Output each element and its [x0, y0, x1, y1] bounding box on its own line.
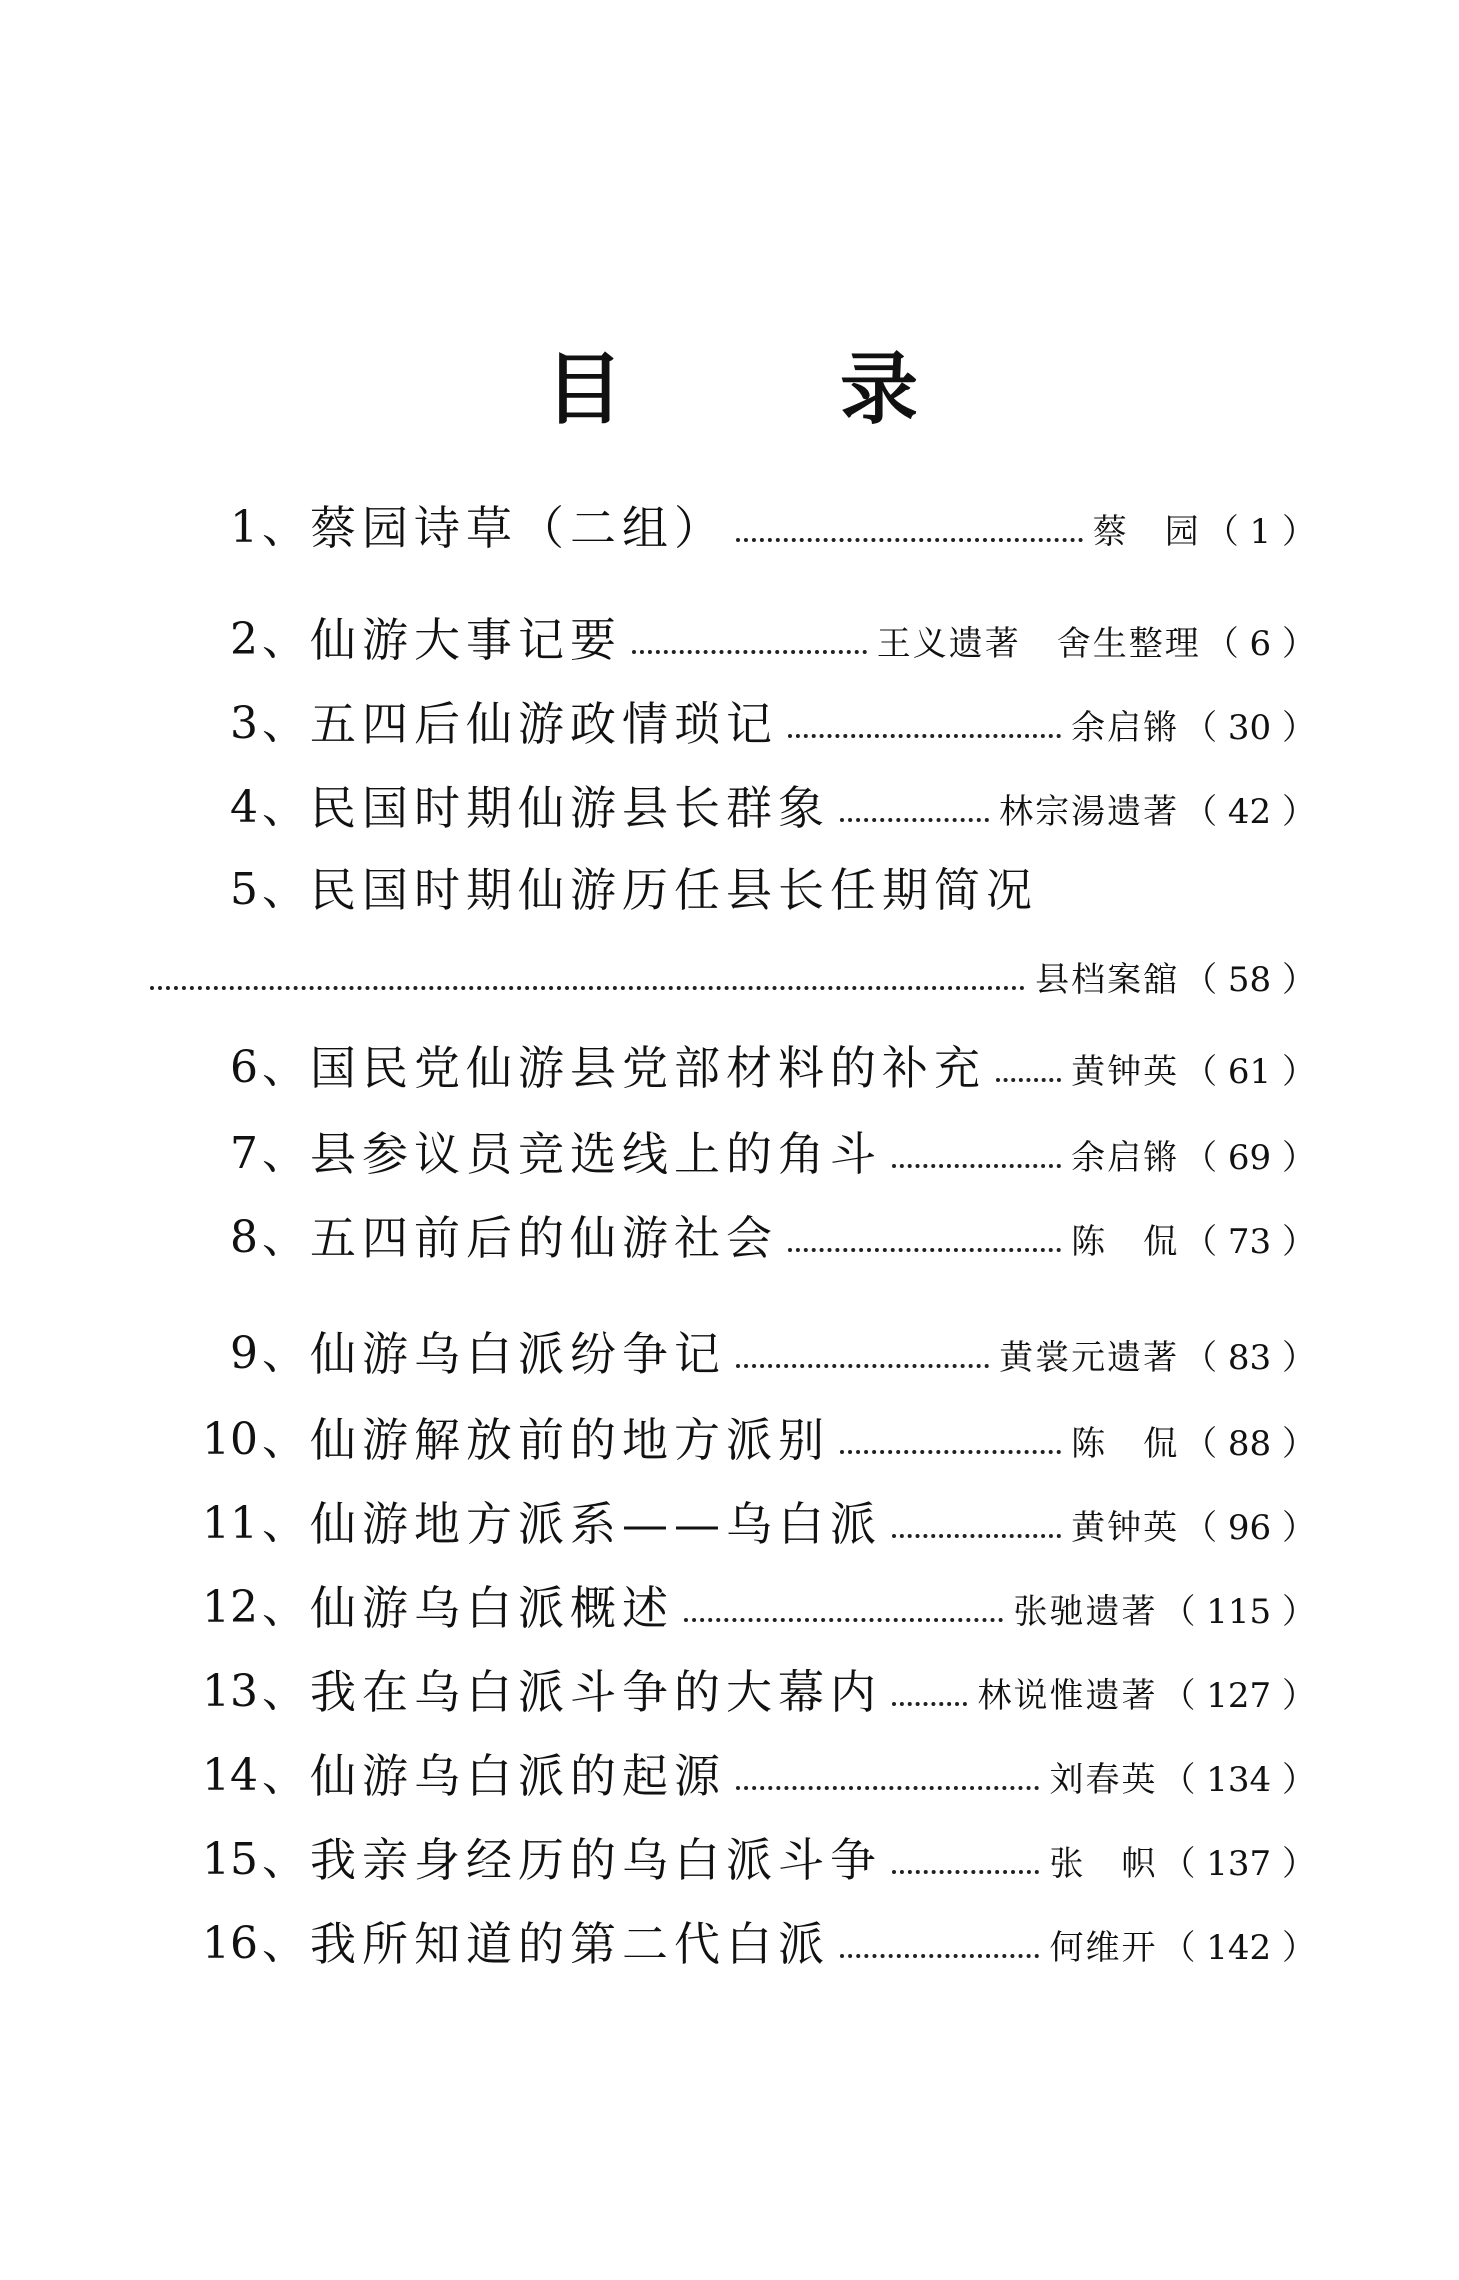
entry-page: （ 69 ） [1183, 1138, 1316, 1178]
entry-page: （ 134 ） [1161, 1760, 1316, 1800]
entry-separator: 、 [262, 1414, 306, 1465]
entry-title: 仙游解放前的地方派别 [310, 1413, 830, 1467]
entry-number: 3 [230, 698, 258, 749]
entry-separator: 、 [262, 1582, 306, 1633]
dot-leader [736, 538, 1083, 542]
toc-entry-12[interactable] [148, 1570, 1316, 1640]
entry-number: 2 [230, 614, 258, 665]
toc-entry-10[interactable] [148, 1402, 1316, 1472]
toc-entry-1[interactable] [148, 490, 1316, 560]
dot-leader [736, 1364, 989, 1368]
entry-author: 黄钟英 [1071, 1052, 1180, 1092]
entry-page: （ 30 ） [1183, 708, 1316, 748]
entry-author: 张 帜 [1049, 1844, 1158, 1884]
entry-page: （ 58 ） [1183, 960, 1316, 1000]
entry-title: 仙游地方派系——乌白派 [310, 1497, 882, 1551]
entry-title: 我所知道的第二代白派 [310, 1917, 830, 1971]
entry-separator: 、 [262, 864, 306, 915]
entry-author: 蔡 园 [1092, 512, 1201, 552]
dot-leader [788, 734, 1061, 738]
entry-number: 12 [202, 1582, 258, 1633]
entry-number: 1 [230, 502, 258, 553]
entry-number: 16 [202, 1918, 258, 1969]
toc-entry-14[interactable] [148, 1738, 1316, 1808]
dot-leader [892, 1702, 967, 1706]
entry-number: 15 [202, 1834, 258, 1885]
entry-number: 10 [202, 1414, 258, 1465]
dot-leader [788, 1248, 1061, 1252]
entry-separator: 、 [262, 782, 306, 833]
entry-separator: 、 [262, 1498, 306, 1549]
entry-author: 何维开 [1049, 1928, 1158, 1968]
entry-separator: 、 [262, 1750, 306, 1801]
entry-separator: 、 [262, 698, 306, 749]
dot-leader [840, 1450, 1061, 1454]
entry-page: （ 96 ） [1183, 1508, 1316, 1548]
entry-author: 黄钟英 [1071, 1508, 1180, 1548]
entry-title: 民国时期仙游历任县长任期简况 [310, 863, 1038, 917]
toc-entry-5-continuation[interactable] [150, 948, 1316, 1008]
entry-number: 7 [230, 1128, 258, 1179]
entry-separator: 、 [262, 1212, 306, 1263]
entry-separator: 、 [262, 1042, 306, 1093]
toc-entry-7[interactable] [148, 1116, 1316, 1186]
entry-title: 仙游乌白派的起源 [310, 1749, 726, 1803]
entry-number: 14 [202, 1750, 258, 1801]
toc-entry-16[interactable] [148, 1906, 1316, 1976]
dot-leader [892, 1534, 1061, 1538]
entry-author: 陈 侃 [1071, 1424, 1180, 1464]
entry-separator: 、 [262, 1128, 306, 1179]
entry-separator: 、 [262, 1328, 306, 1379]
dot-leader [840, 818, 989, 822]
dot-leader [632, 650, 867, 654]
toc-entry-15[interactable] [148, 1822, 1316, 1892]
entry-author: 黄裳元遗著 [999, 1338, 1180, 1378]
dot-leader [150, 986, 1025, 990]
entry-page: （ 115 ） [1161, 1592, 1316, 1632]
dot-leader [996, 1078, 1061, 1082]
entry-number: 13 [202, 1666, 258, 1717]
entry-author: 王义遗著 舍生整理 [876, 624, 1201, 664]
entry-number: 4 [230, 782, 258, 833]
entry-title: 国民党仙游县党部材料的补充 [310, 1041, 986, 1095]
entry-number: 9 [230, 1328, 258, 1379]
entry-title: 仙游大事记要 [310, 613, 622, 667]
entry-page: （ 1 ） [1204, 512, 1316, 552]
entry-page: （ 88 ） [1183, 1424, 1316, 1464]
entry-page: （ 83 ） [1183, 1338, 1316, 1378]
entry-author: 陈 侃 [1071, 1222, 1180, 1262]
toc-entry-11[interactable] [148, 1486, 1316, 1556]
entry-title: 仙游乌白派概述 [310, 1581, 674, 1635]
entry-title: 五四后仙游政情琐记 [310, 697, 778, 751]
toc-entry-13[interactable] [148, 1654, 1316, 1724]
entry-page: （ 42 ） [1183, 792, 1316, 832]
entry-number: 6 [230, 1042, 258, 1093]
dot-leader [892, 1870, 1039, 1874]
toc-entry-5[interactable] [148, 852, 1316, 922]
entry-page: （ 142 ） [1161, 1928, 1316, 1968]
dot-leader [892, 1164, 1061, 1168]
dot-leader [684, 1618, 1003, 1622]
entry-page: （ 127 ） [1161, 1676, 1316, 1716]
entry-separator: 、 [262, 1834, 306, 1885]
entry-author: 余启锵 [1071, 708, 1180, 748]
entry-title: 蔡园诗草（二组） [310, 501, 726, 555]
title-char-2: 录 [840, 345, 919, 435]
entry-title: 民国时期仙游县长群象 [310, 781, 830, 835]
entry-author: 林说惟遗著 [977, 1676, 1158, 1716]
entry-author: 县档案舘 [1035, 960, 1180, 1000]
toc-entry-6[interactable] [148, 1030, 1316, 1100]
entry-page: （ 137 ） [1161, 1844, 1316, 1884]
entry-separator: 、 [262, 502, 306, 553]
toc-entry-3[interactable] [148, 686, 1316, 756]
entry-number: 11 [202, 1498, 258, 1549]
entry-title: 县参议员竞选线上的角斗 [310, 1127, 882, 1181]
dot-leader [840, 1954, 1039, 1958]
toc-entry-8[interactable] [148, 1200, 1316, 1270]
entry-page: （ 61 ） [1183, 1052, 1316, 1092]
entry-title: 我亲身经历的乌白派斗争 [310, 1833, 882, 1887]
entry-author: 余启锵 [1071, 1138, 1180, 1178]
entry-separator: 、 [262, 614, 306, 665]
title-char-1: 目 [545, 345, 624, 435]
entry-number: 5 [230, 864, 258, 915]
entry-author: 张驰遗著 [1013, 1592, 1158, 1632]
dot-leader [736, 1786, 1039, 1790]
entry-separator: 、 [262, 1918, 306, 1969]
toc-entry-9[interactable] [148, 1316, 1316, 1386]
entry-author: 刘春英 [1049, 1760, 1158, 1800]
entry-title: 仙游乌白派纷争记 [310, 1327, 726, 1381]
toc-entry-2[interactable] [148, 602, 1316, 672]
entry-separator: 、 [262, 1666, 306, 1717]
entry-page: （ 6 ） [1204, 624, 1316, 664]
toc-entry-4[interactable] [148, 770, 1316, 840]
entry-title: 我在乌白派斗争的大幕内 [310, 1665, 882, 1719]
entry-page: （ 73 ） [1183, 1222, 1316, 1262]
entry-author: 林宗湯遗著 [999, 792, 1180, 832]
entry-title: 五四前后的仙游社会 [310, 1211, 778, 1265]
entry-number: 8 [230, 1212, 258, 1263]
